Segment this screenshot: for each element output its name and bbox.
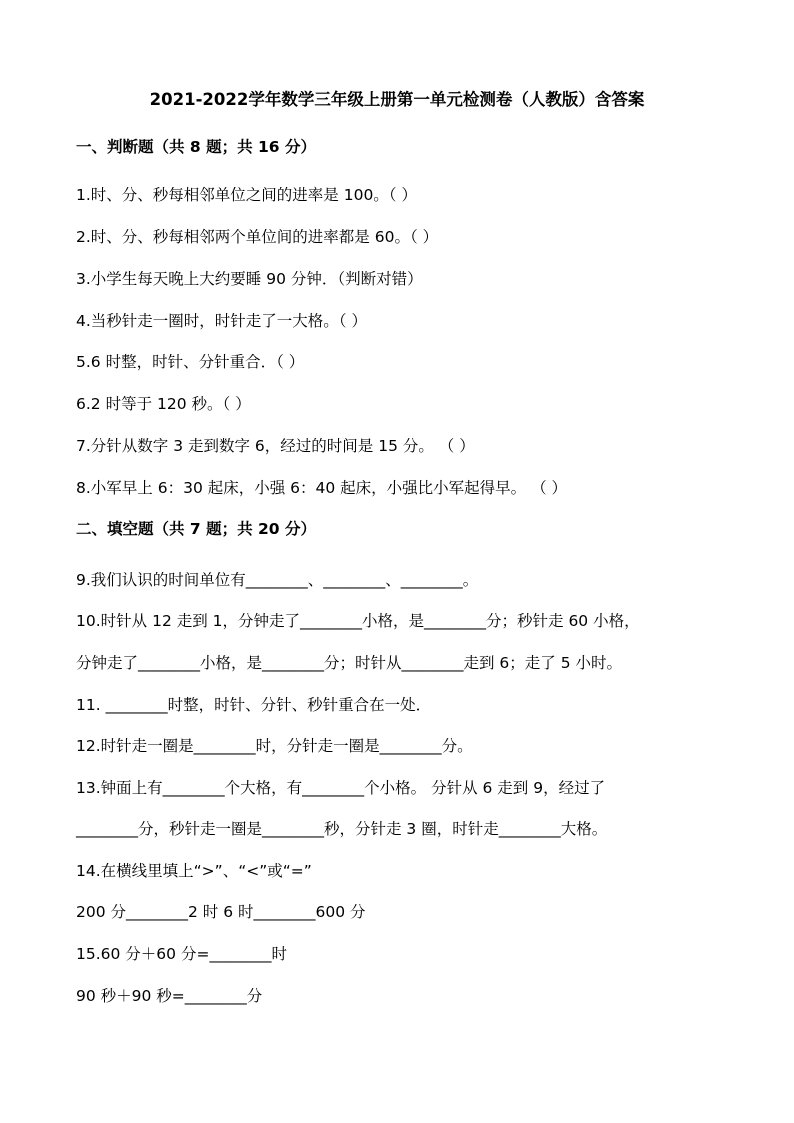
question-item: 8.小军早上 6：30 起床，小强 6：40 起床，小强比小军起得早。 （ ）: [76, 479, 568, 497]
section-heading-fill-in: 二、填空题（共 7 题；共 20 分）: [76, 520, 316, 538]
question-line: 11. ________时整，时针、分针、秒针重合在一处．: [76, 696, 432, 714]
question-line: 12.时针走一圈是________时，分针走一圈是________分。: [76, 737, 473, 755]
question-line: 15.60 分＋60 分=________时: [76, 945, 287, 963]
question-item: 6.2 时等于 120 秒。（ ）: [76, 395, 251, 413]
question-line: 分钟走了________小格，是________分；时针从________走到 6；走了 5 小时。: [76, 654, 623, 672]
question-item: 4.当秒针走一圈时，时针走了一大格。（ ）: [76, 312, 367, 330]
question-line: 9.我们认识的时间单位有________、________、________。: [76, 571, 479, 589]
question-line: 13.钟面上有________个大格，有________个小格。 分针从 6 走到 9，经过了: [76, 779, 606, 797]
question-line: 10.时针从 12 走到 1，分钟走了________小格，是________分；秒针走 60 小格，: [76, 612, 640, 630]
question-item: 2.时、分、秒每相邻两个单位间的进率都是 60。（ ）: [76, 228, 439, 246]
question-item: 3.小学生每天晚上大约要睡 90 分钟．（判断对错）: [76, 270, 423, 288]
question-line: 90 秒＋90 秒=________分: [76, 987, 263, 1005]
question-line: ________分，秒针走一圈是________秒，分针走 3 圈，时针走________大格。: [76, 820, 608, 838]
question-line: 14.在横线里填上“>”、“<”或“=”: [76, 862, 312, 880]
question-line: 200 分________2 时 6 时________600 分: [76, 903, 366, 921]
section-heading-true-false: 一、判断题（共 8 题；共 16 分）: [76, 138, 316, 156]
question-item: 1.时、分、秒每相邻单位之间的进率是 100。（ ）: [76, 186, 417, 204]
question-item: 7.分针从数字 3 走到数字 6，经过的时间是 15 分。 （ ）: [76, 437, 475, 455]
question-item: 5.6 时整，时针、分针重合．（ ）: [76, 353, 305, 371]
page-title: 2021-2022学年数学三年级上册第一单元检测卷（人教版）含答案: [149, 90, 645, 109]
